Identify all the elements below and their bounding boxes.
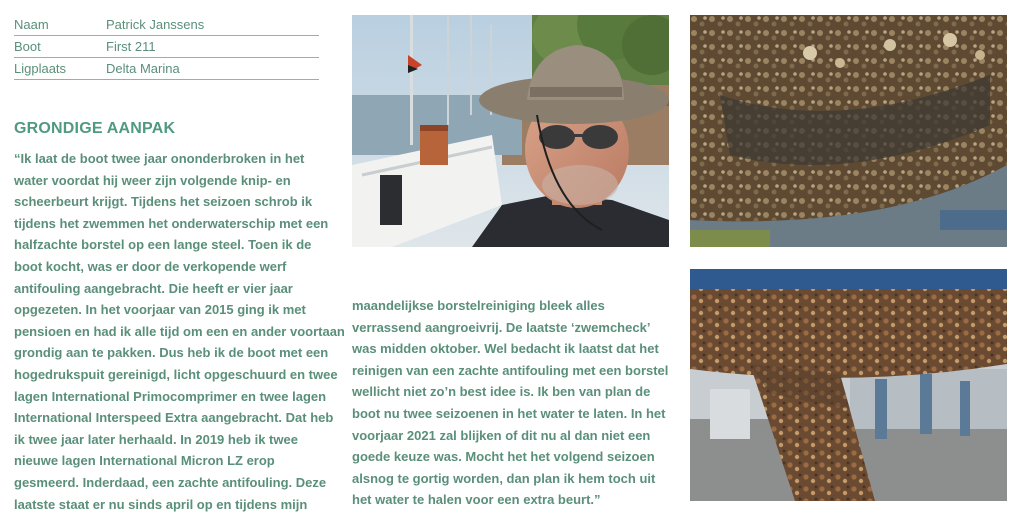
text-line: lagen International Primocomprimer en twee lagen [14,388,327,404]
text-line: boot nu twee seizoenen in het water te laten. In het [352,405,666,421]
text-line: wellicht niet zo’n best idee is. Ik ben van plan de [352,384,651,400]
text-line: laatste staat er nu sinds april op en tijdens mijn [14,496,308,512]
text-line: het water te halen voor een extra beurt.” [352,492,601,508]
text-line: ik twee jaar later herhaald. In 2019 heb ik twee [14,431,298,447]
text-line: antifouling aangebracht. Die heeft er vier jaar [14,280,293,296]
text-line: tijdens het zwemmen het onderwaterschip met een [14,215,329,231]
text-line: boot kocht, was er door de verkopende werf [14,258,287,274]
text-line: reinigen van een zachte antifouling met een borstel [352,362,669,378]
text-line: goede keuze was. Mocht het het volgend seizoen [352,449,655,465]
profile-table [14,14,319,80]
profile-value: Patrick Janssens [106,17,205,32]
profile-row-berth [14,58,319,80]
text-line: pensioen en had ik alle tijd om een en ander voortaan [14,323,345,339]
skipper-photo [352,15,669,247]
text-line: opgezeten. In het voorjaar van 2015 ging ik met [14,302,306,318]
text-line: scheerbeurt krijgt. Tijdens het seizoen schrob ik [14,194,313,210]
hull-fouling-photo [690,15,1007,247]
profile-value: Delta Marina [106,61,180,76]
section-title: GRONDIGE AANPAK [14,120,176,137]
text-line: International Interspeed Extra aangebracht. Dat heb [14,410,334,426]
text-line: halfzachte borstel op een lange steel. Toen ik de [14,237,312,253]
profile-row-boat [14,36,319,58]
keel-fouling-photo [690,269,1007,501]
profile-label: Boot [14,39,41,54]
article-column-middle [352,295,677,511]
text-line: water voordat hij weer zijn volgende knip- en [14,172,291,188]
profile-label: Naam [14,17,49,32]
text-line: nieuwe lagen International Micron LZ erop [14,453,275,469]
text-line: gesmeerd. Inderdaad, een zachte antifouling. Deze [14,474,327,490]
text-line: “Ik laat de boot twee jaar ononderbroken in het [14,151,305,166]
profile-label: Ligplaats [14,61,67,76]
text-line: maandelijkse borstelreiniging bleek alles [352,298,605,313]
article-column-left [14,148,345,515]
profile-value: First 211 [106,39,156,54]
text-line: hogedrukspuit gereinigd, licht opgeschuurd en twee [14,366,338,382]
text-line: grondig aan te pakken. Dus heb ik de boot met een [14,345,329,361]
profile-row-name [14,14,319,36]
text-line: alsnog te gortig worden, dan plan ik hem toch uit [352,470,656,486]
text-line: voorjaar 2021 zal blijken of dit nu al dan niet een [352,427,651,443]
text-line: verrassend aangroeivrij. De laatste ‘zwemcheck’ [352,319,651,335]
text-line: was midden oktober. Wel bedacht ik laatst dat het [352,341,659,357]
